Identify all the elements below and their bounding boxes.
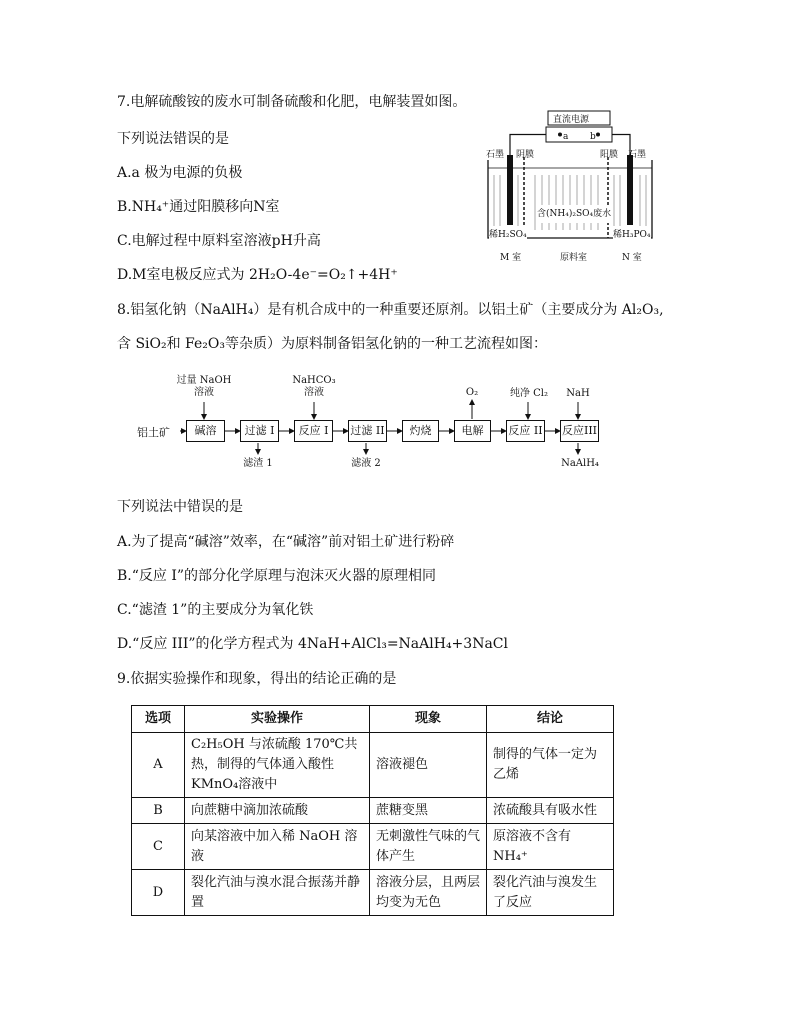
- flow-step-4: 过滤 II: [348, 420, 387, 442]
- row-operation: C₂H₅OH 与浓硫酸 170℃共热，制得的气体通入酸性 KMnO₄溶液中: [185, 733, 370, 798]
- row-conclusion: 制得的气体一定为乙烯: [487, 733, 614, 798]
- terminal-b-label: b: [590, 132, 596, 142]
- electrode-left: [507, 155, 513, 225]
- row-option: A: [132, 733, 185, 798]
- row-option: D: [132, 870, 185, 916]
- electrode-right: [627, 155, 633, 225]
- q7-option-a: A.a 极为电源的负极: [117, 165, 243, 181]
- flow-input-cl2: 纯净 Cl₂: [509, 388, 549, 399]
- flow-start: 铝土矿: [137, 426, 170, 439]
- row-operation: 向某溶液中加入稀 NaOH 溶液: [185, 824, 370, 870]
- row-phenomenon: 溶液分层，且两层均变为无色: [370, 870, 487, 916]
- q7-option-c: C.电解过程中原料室溶液pH升高: [117, 233, 321, 249]
- col-header-option: 选项: [132, 706, 185, 733]
- table-row: [132, 798, 614, 824]
- flow-step-5: 灼烧: [402, 420, 439, 442]
- row-operation: 向蔗糖中滴加浓硫酸: [185, 798, 370, 824]
- table-row: [132, 870, 614, 916]
- feed-label: 含(NH₄)₂SO₄废水: [537, 205, 611, 223]
- q7-stem: 7.电解硫酸铵的废水可制备硫酸和化肥，电解装置如图。: [117, 94, 467, 110]
- flow-step-1: 碱溶: [186, 420, 225, 442]
- q8-option-d: D.“反应 III”的化学方程式为 4NaH+AlCl₃=NaAlH₄+3NaCl: [117, 636, 508, 652]
- flow-input-nahco3: [284, 375, 344, 399]
- flow-step-3: 反应 I: [294, 420, 333, 442]
- table-header-row: [132, 706, 614, 733]
- q7-option-b: B.NH₄⁺通过阳膜移向N室: [117, 199, 280, 215]
- row-option: B: [132, 798, 185, 824]
- flow-step-6: 电解: [454, 420, 491, 442]
- row-conclusion: 原溶液不含有 NH₄⁺: [487, 824, 614, 870]
- q9-table: [131, 705, 614, 916]
- flow-input-nahco3-line1: NaHCO₃: [292, 375, 336, 386]
- q9-stem: 9.依据实验操作和现象，得出的结论正确的是: [117, 671, 397, 687]
- chamber-feed-label: 原料室: [560, 253, 588, 263]
- row-phenomenon: 蔗糖变黑: [370, 798, 487, 824]
- q8-ask: 下列说法中错误的是: [117, 499, 243, 515]
- flow-input-naoh-line1: 过量 NaOH: [176, 375, 232, 386]
- q7-option-d: D.M室电极反应式为 2H₂O-4e⁻=O₂↑+4H⁺: [117, 267, 398, 283]
- flow-input-naoh-line2: 溶液: [194, 387, 214, 398]
- power-label: 直流电源: [553, 115, 590, 125]
- q8-stem-line2: 含 SiO₂和 Fe₂O₃等杂质）为原料制备铝氢化钠的一种工艺流程如图：: [117, 336, 547, 352]
- row-conclusion: 裂化汽油与溴发生了反应: [487, 870, 614, 916]
- terminal-b: [596, 133, 600, 137]
- col-header-phenomenon: 现象: [370, 706, 487, 733]
- flow-step-2: 过滤 I: [240, 420, 279, 442]
- q7-ask: 下列说法错误的是: [117, 131, 229, 147]
- table-row: [132, 824, 614, 870]
- ab-box: [546, 127, 612, 142]
- row-phenomenon: 无刺激性气味的气体产生: [370, 824, 487, 870]
- terminal-a-label: a: [563, 132, 569, 142]
- flow-output-residue1: 滤渣 1: [243, 458, 273, 469]
- left-solution-label: 稀H₂SO₄: [489, 226, 527, 244]
- chamber-n-label: N 室: [622, 253, 642, 263]
- flow-input-naoh: [174, 375, 234, 399]
- flow-input-nahco3-line2: 溶液: [304, 387, 324, 398]
- q8-option-c: C.“滤渣 1”的主要成分为氧化铁: [117, 602, 314, 618]
- flow-step-7: 反应 II: [506, 420, 545, 442]
- q8-option-b: B.“反应 I”的部分化学原理与泡沫灭火器的原理相同: [117, 568, 437, 584]
- q8-option-a: A.为了提高“碱溶”效率，在“碱溶”前对铝土矿进行粉碎: [117, 534, 455, 550]
- row-phenomenon: 溶液褪色: [370, 733, 487, 798]
- chamber-m-label: M 室: [500, 253, 522, 263]
- col-header-operation: 实验操作: [185, 706, 370, 733]
- flow-output-o2: O₂: [465, 387, 479, 398]
- q8-stem-line1: 8.铝氢化钠（NaAlH₄）是有机合成中的一种重要还原剂。以铝土矿（主要成分为 Al₂O₃,: [117, 302, 664, 318]
- cathode-membrane-label: 阴膜: [516, 150, 535, 160]
- table-row: [132, 733, 614, 798]
- right-solution-label: 稀H₃PO₄: [613, 226, 651, 244]
- row-option: C: [132, 824, 185, 870]
- terminal-a: [558, 133, 562, 137]
- row-conclusion: 浓硫酸具有吸水性: [487, 798, 614, 824]
- flow-output-filtrate2: 滤液 2: [351, 458, 381, 469]
- graphite-left-label: 石墨: [486, 150, 505, 160]
- anode-membrane-label: 阳膜: [600, 150, 619, 160]
- row-operation: 裂化汽油与溴水混合振荡并静置: [185, 870, 370, 916]
- graphite-right-label: 石墨: [628, 150, 647, 160]
- flow-output-product: NaAlH₄: [561, 458, 599, 469]
- col-header-conclusion: 结论: [487, 706, 614, 733]
- flow-step-8: 反应III: [560, 420, 599, 442]
- flow-input-nah: NaH: [566, 388, 590, 399]
